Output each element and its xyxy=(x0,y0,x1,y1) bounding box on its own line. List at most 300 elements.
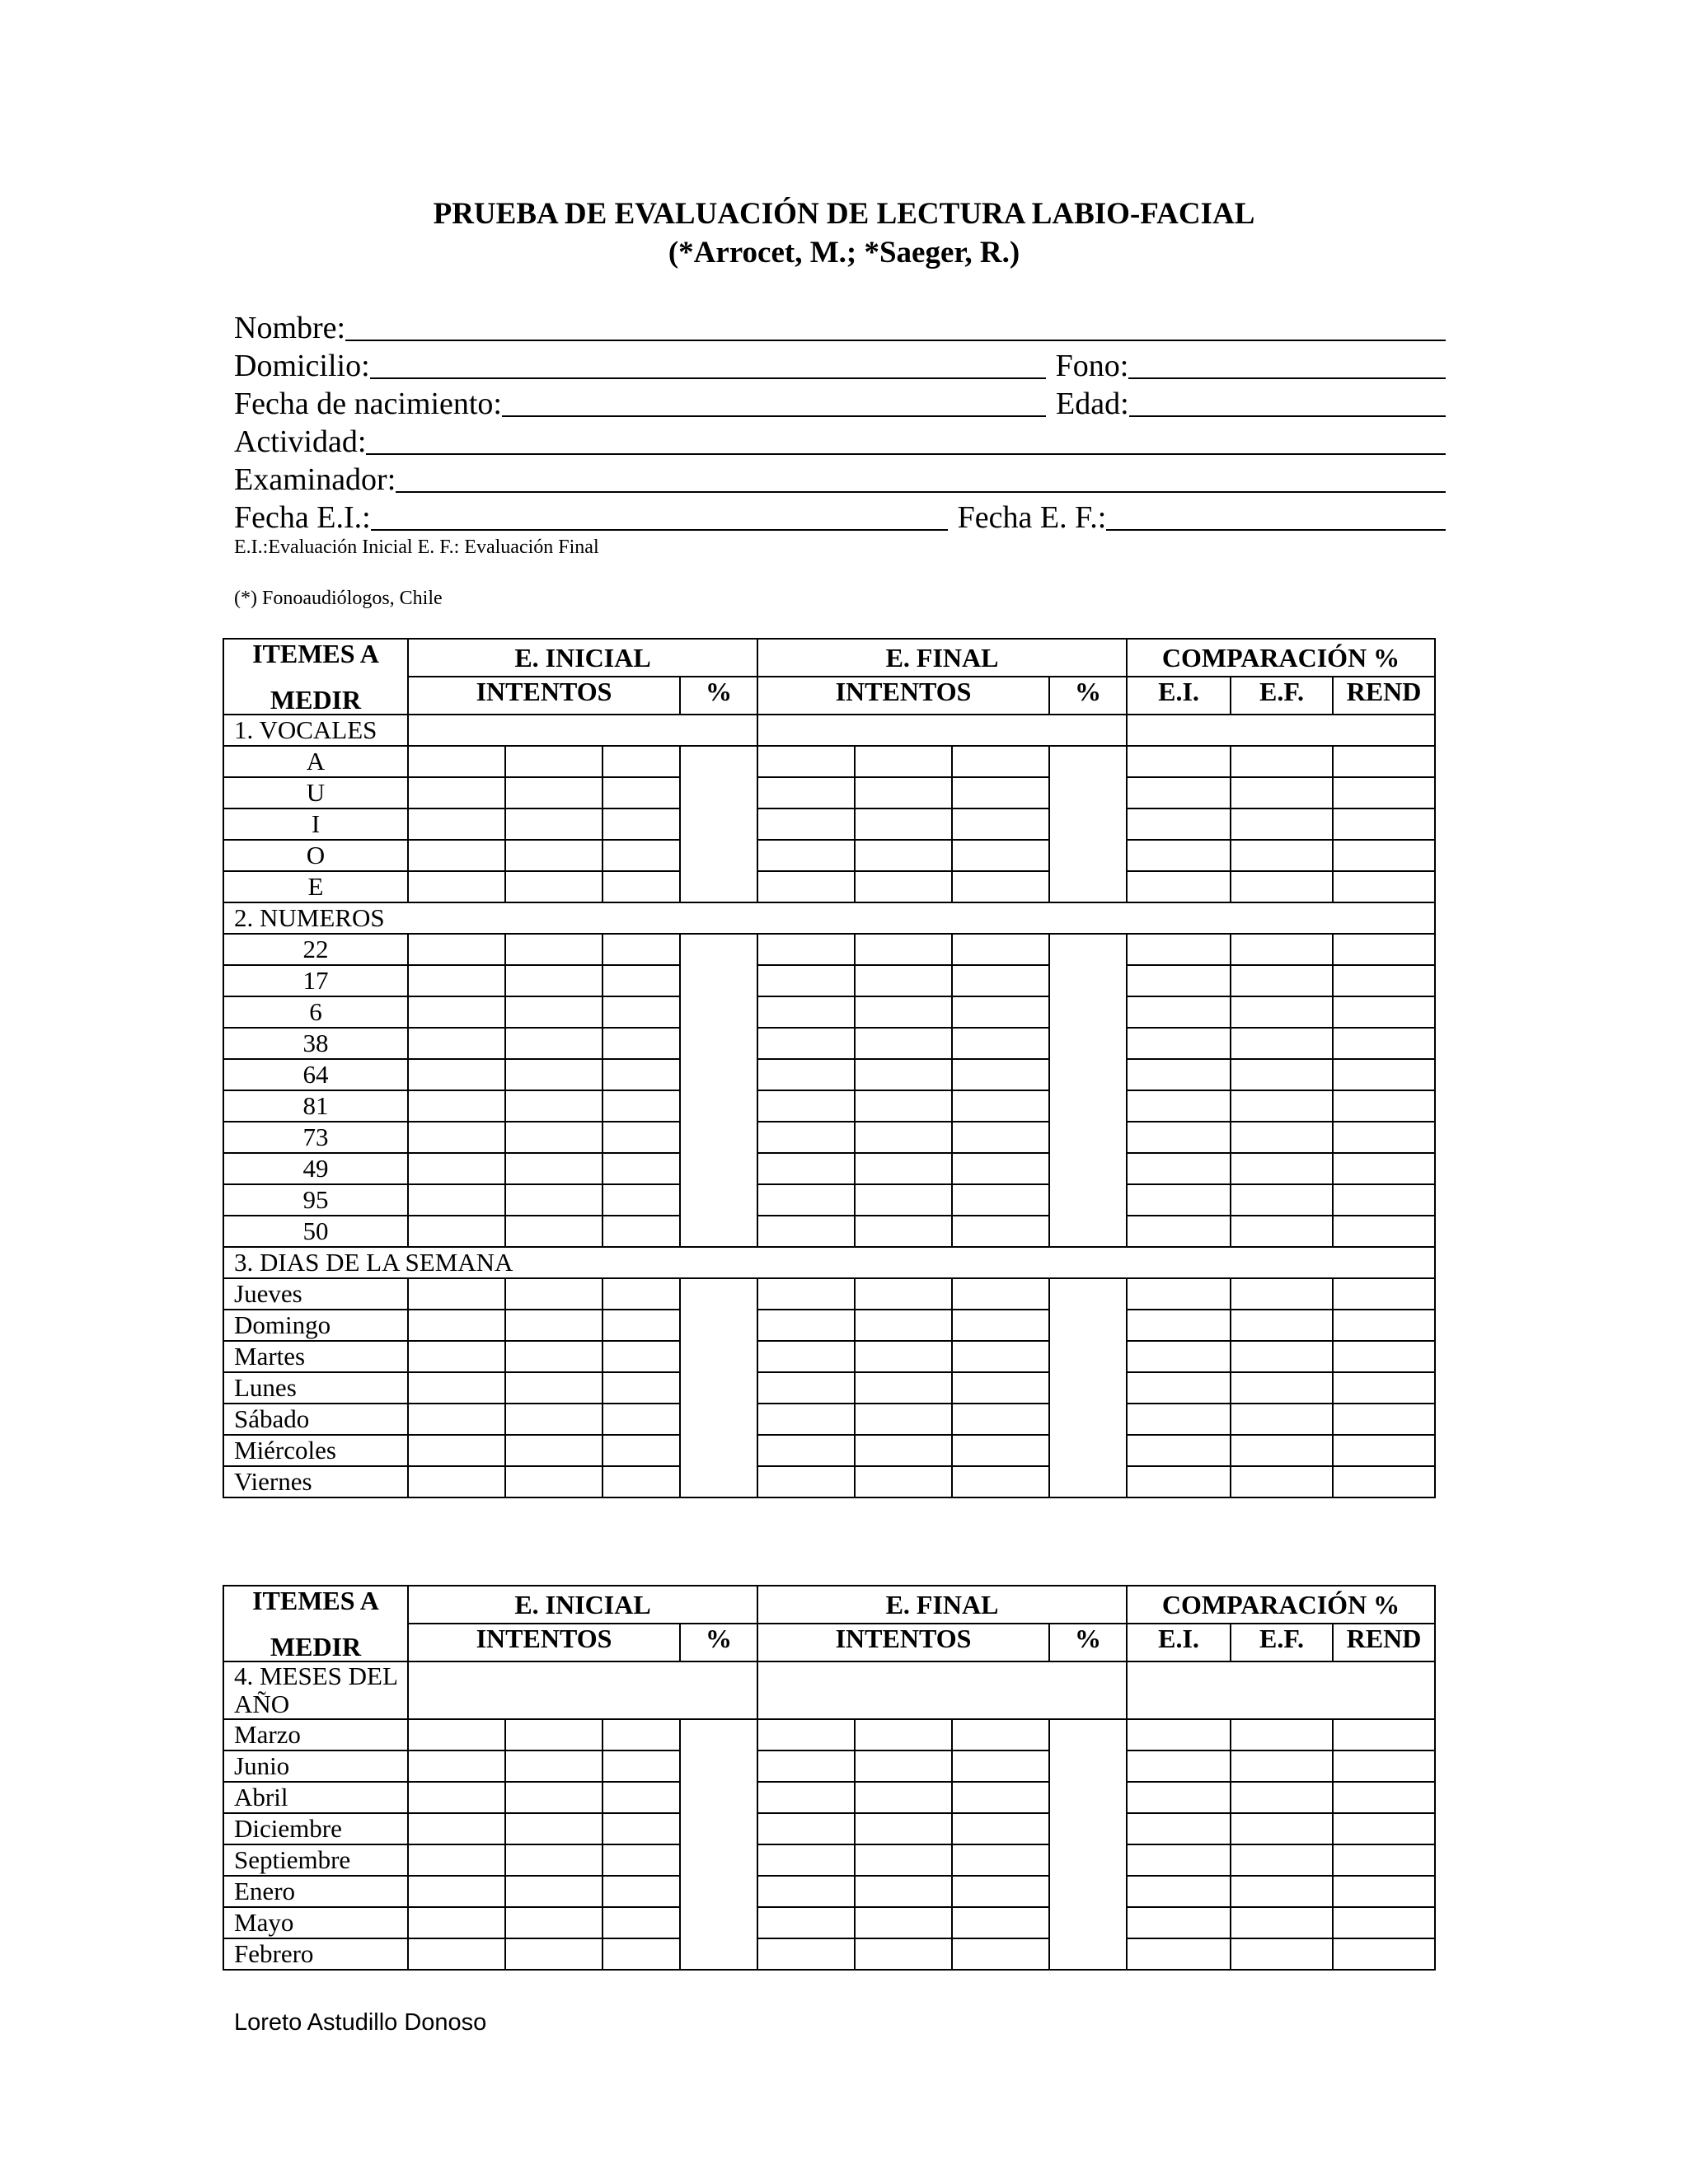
comp-rend-cell[interactable] xyxy=(1333,1090,1435,1122)
ef-attempt-cell[interactable] xyxy=(757,1938,855,1970)
ef-attempt-cell[interactable] xyxy=(855,808,952,840)
ef-attempt-cell[interactable] xyxy=(855,1153,952,1184)
examinador-field[interactable] xyxy=(396,463,1446,493)
ef-attempt-cell[interactable] xyxy=(757,965,855,996)
ei-attempt-cell[interactable] xyxy=(408,1090,505,1122)
ei-attempt-cell[interactable] xyxy=(505,808,603,840)
ei-attempt-cell[interactable] xyxy=(505,777,603,808)
ei-attempt-cell[interactable] xyxy=(603,1028,680,1059)
ei-attempt-cell[interactable] xyxy=(408,1404,505,1435)
comp-ef-cell[interactable] xyxy=(1231,1719,1333,1750)
actividad-field[interactable] xyxy=(366,425,1446,455)
comp-rend-cell[interactable] xyxy=(1333,1059,1435,1090)
ef-attempt-cell[interactable] xyxy=(757,996,855,1028)
ef-attempt-cell[interactable] xyxy=(757,1813,855,1844)
fecha-ei-field[interactable] xyxy=(371,501,948,531)
ei-percent-cell[interactable] xyxy=(680,934,757,1247)
comp-rend-cell[interactable] xyxy=(1333,777,1435,808)
ei-attempt-cell[interactable] xyxy=(505,1122,603,1153)
fono-field[interactable] xyxy=(1128,349,1446,379)
domicilio-row xyxy=(234,347,1446,385)
ei-attempt-cell[interactable] xyxy=(603,1466,680,1497)
comp-ei-cell[interactable] xyxy=(1127,1278,1231,1310)
ei-attempt-cell[interactable] xyxy=(603,1122,680,1153)
ei-attempt-cell[interactable] xyxy=(408,1813,505,1844)
comp-rend-cell[interactable] xyxy=(1333,1153,1435,1184)
comp-ei-cell[interactable] xyxy=(1127,1750,1231,1782)
comp-ef-cell[interactable] xyxy=(1231,1435,1333,1466)
ef-attempt-cell[interactable] xyxy=(855,1907,952,1938)
ef-attempt-cell[interactable] xyxy=(757,1466,855,1497)
comp-ef-cell[interactable] xyxy=(1231,1028,1333,1059)
ef-attempt-cell[interactable] xyxy=(952,1844,1049,1876)
comp-ef-cell[interactable] xyxy=(1231,1310,1333,1341)
item-row xyxy=(223,871,1435,902)
ei-attempt-cell[interactable] xyxy=(505,1876,603,1907)
ei-attempt-cell[interactable] xyxy=(408,1782,505,1813)
ef-attempt-cell[interactable] xyxy=(952,1059,1049,1090)
ef-attempt-cell[interactable] xyxy=(757,1090,855,1122)
comp-ef-cell[interactable] xyxy=(1231,1907,1333,1938)
comp-ef-cell[interactable] xyxy=(1231,1341,1333,1372)
comp-ef-cell[interactable] xyxy=(1231,840,1333,871)
ef-attempt-cell[interactable] xyxy=(757,1844,855,1876)
item-label: Lunes xyxy=(223,1372,408,1404)
comp-ei-cell[interactable] xyxy=(1127,871,1231,902)
ef-attempt-cell[interactable] xyxy=(952,840,1049,871)
comp-ef-cell[interactable] xyxy=(1231,1122,1333,1153)
ei-attempt-cell[interactable] xyxy=(603,1844,680,1876)
ef-attempt-cell[interactable] xyxy=(952,1028,1049,1059)
ef-attempt-cell[interactable] xyxy=(855,996,952,1028)
ei-attempt-cell[interactable] xyxy=(408,840,505,871)
comp-rend-cell[interactable] xyxy=(1333,1813,1435,1844)
ei-attempt-cell[interactable] xyxy=(408,1059,505,1090)
ei-attempt-cell[interactable] xyxy=(408,746,505,777)
ef-attempt-cell[interactable] xyxy=(855,840,952,871)
item-label: 95 xyxy=(223,1184,408,1216)
comp-rend-cell[interactable] xyxy=(1333,840,1435,871)
ei-attempt-cell[interactable] xyxy=(603,1090,680,1122)
comp-ei-cell[interactable] xyxy=(1127,965,1231,996)
ef-percent-cell[interactable] xyxy=(1049,934,1127,1247)
ef-attempt-cell[interactable] xyxy=(757,1907,855,1938)
comp-ei-cell[interactable] xyxy=(1127,1813,1231,1844)
comp-ef-cell[interactable] xyxy=(1231,1278,1333,1310)
ei-attempt-cell[interactable] xyxy=(603,871,680,902)
comp-rend-cell[interactable] xyxy=(1333,1719,1435,1750)
comp-ei-cell[interactable] xyxy=(1127,1122,1231,1153)
ef-attempt-cell[interactable] xyxy=(757,1153,855,1184)
ef-attempt-cell[interactable] xyxy=(855,1844,952,1876)
ei-attempt-cell[interactable] xyxy=(505,871,603,902)
comp-ef-cell[interactable] xyxy=(1231,1844,1333,1876)
comp-ef-cell[interactable] xyxy=(1231,1876,1333,1907)
ef-attempt-cell[interactable] xyxy=(757,1782,855,1813)
item-label: 17 xyxy=(223,965,408,996)
comp-ef-cell[interactable] xyxy=(1231,1750,1333,1782)
comp-ei-cell[interactable] xyxy=(1127,1216,1231,1247)
comp-ef-cell[interactable] xyxy=(1231,871,1333,902)
ef-attempt-cell[interactable] xyxy=(855,777,952,808)
ef-attempt-cell[interactable] xyxy=(757,1435,855,1466)
ei-attempt-cell[interactable] xyxy=(603,965,680,996)
ef-attempt-cell[interactable] xyxy=(952,1153,1049,1184)
ei-attempt-cell[interactable] xyxy=(505,1466,603,1497)
ei-percent-cell[interactable] xyxy=(680,1278,757,1497)
ei-attempt-cell[interactable] xyxy=(505,1844,603,1876)
ef-attempt-cell[interactable] xyxy=(855,1719,952,1750)
section-title: 2. NUMEROS xyxy=(223,902,1435,934)
ei-attempt-cell[interactable] xyxy=(603,1216,680,1247)
ef-attempt-cell[interactable] xyxy=(952,1372,1049,1404)
comp-rend-cell[interactable] xyxy=(1333,1278,1435,1310)
ef-attempt-cell[interactable] xyxy=(855,934,952,965)
item-row xyxy=(223,1466,1435,1497)
ef-attempt-cell[interactable] xyxy=(757,1404,855,1435)
ei-attempt-cell[interactable] xyxy=(505,1372,603,1404)
ei-attempt-cell[interactable] xyxy=(603,1719,680,1750)
ef-attempt-cell[interactable] xyxy=(855,1216,952,1247)
ei-attempt-cell[interactable] xyxy=(408,808,505,840)
ei-attempt-cell[interactable] xyxy=(603,1341,680,1372)
ei-attempt-cell[interactable] xyxy=(505,934,603,965)
comp-ef-cell[interactable] xyxy=(1231,1466,1333,1497)
ei-attempt-cell[interactable] xyxy=(603,1782,680,1813)
comp-ei-cell[interactable] xyxy=(1127,1907,1231,1938)
ef-attempt-cell[interactable] xyxy=(855,871,952,902)
ei-attempt-cell[interactable] xyxy=(505,1719,603,1750)
ef-attempt-cell[interactable] xyxy=(757,1278,855,1310)
comp-rend-cell[interactable] xyxy=(1333,1938,1435,1970)
ef-attempt-cell[interactable] xyxy=(757,1184,855,1216)
ei-attempt-cell[interactable] xyxy=(505,1813,603,1844)
ei-attempt-cell[interactable] xyxy=(505,746,603,777)
comp-ef-cell[interactable] xyxy=(1231,746,1333,777)
ef-attempt-cell[interactable] xyxy=(757,777,855,808)
ef-attempt-cell[interactable] xyxy=(952,1122,1049,1153)
ef-attempt-cell[interactable] xyxy=(855,1341,952,1372)
ei-attempt-cell[interactable] xyxy=(408,1844,505,1876)
ef-attempt-cell[interactable] xyxy=(757,1719,855,1750)
ef-attempt-cell[interactable] xyxy=(952,808,1049,840)
ef-attempt-cell[interactable] xyxy=(952,1404,1049,1435)
ei-attempt-cell[interactable] xyxy=(603,1404,680,1435)
comp-ei-cell[interactable] xyxy=(1127,1059,1231,1090)
ei-attempt-cell[interactable] xyxy=(505,1278,603,1310)
ef-attempt-cell[interactable] xyxy=(952,1278,1049,1310)
ei-attempt-cell[interactable] xyxy=(408,1153,505,1184)
comp-rend-cell[interactable] xyxy=(1333,1750,1435,1782)
ef-attempt-cell[interactable] xyxy=(757,1750,855,1782)
ei-attempt-cell[interactable] xyxy=(603,934,680,965)
ei-attempt-cell[interactable] xyxy=(505,1435,603,1466)
ef-attempt-cell[interactable] xyxy=(757,1216,855,1247)
ei-attempt-cell[interactable] xyxy=(408,1907,505,1938)
ei-attempt-cell[interactable] xyxy=(505,1216,603,1247)
ei-attempt-cell[interactable] xyxy=(603,1435,680,1466)
ei-attempt-cell[interactable] xyxy=(603,1278,680,1310)
comp-ef-cell[interactable] xyxy=(1231,1216,1333,1247)
ef-attempt-cell[interactable] xyxy=(855,1310,952,1341)
ef-attempt-cell[interactable] xyxy=(757,840,855,871)
comp-ei-cell[interactable] xyxy=(1127,1844,1231,1876)
ef-attempt-cell[interactable] xyxy=(855,1090,952,1122)
ef-percent-cell[interactable] xyxy=(1049,746,1127,902)
ef-attempt-cell[interactable] xyxy=(757,1876,855,1907)
ef-attempt-cell[interactable] xyxy=(855,965,952,996)
ei-attempt-cell[interactable] xyxy=(505,1938,603,1970)
ei-attempt-cell[interactable] xyxy=(408,871,505,902)
comp-rend-cell[interactable] xyxy=(1333,1435,1435,1466)
ef-attempt-cell[interactable] xyxy=(952,777,1049,808)
edad-field[interactable] xyxy=(1129,387,1446,417)
comp-ef-cell[interactable] xyxy=(1231,996,1333,1028)
ei-attempt-cell[interactable] xyxy=(505,965,603,996)
ef-attempt-cell[interactable] xyxy=(952,1782,1049,1813)
ei-attempt-cell[interactable] xyxy=(505,1310,603,1341)
ei-attempt-cell[interactable] xyxy=(408,1184,505,1216)
item-label: 50 xyxy=(223,1216,408,1247)
ef-attempt-cell[interactable] xyxy=(855,1813,952,1844)
domicilio-field[interactable] xyxy=(370,349,1046,379)
ei-attempt-cell[interactable] xyxy=(408,1028,505,1059)
ei-attempt-cell[interactable] xyxy=(505,1341,603,1372)
ef-attempt-cell[interactable] xyxy=(855,1122,952,1153)
ei-attempt-cell[interactable] xyxy=(603,1310,680,1341)
ei-attempt-cell[interactable] xyxy=(603,746,680,777)
comp-rend-cell[interactable] xyxy=(1333,1907,1435,1938)
ef-attempt-cell[interactable] xyxy=(757,934,855,965)
comp-ef-cell[interactable] xyxy=(1231,934,1333,965)
ef-attempt-cell[interactable] xyxy=(952,1876,1049,1907)
ei-percent-cell[interactable] xyxy=(680,746,757,902)
comp-ei-cell[interactable] xyxy=(1127,1184,1231,1216)
ei-attempt-cell[interactable] xyxy=(603,1059,680,1090)
comp-ei-cell[interactable] xyxy=(1127,1028,1231,1059)
comp-rend-cell[interactable] xyxy=(1333,996,1435,1028)
ei-attempt-cell[interactable] xyxy=(408,1719,505,1750)
comp-ei-cell[interactable] xyxy=(1127,1719,1231,1750)
item-label: Abril xyxy=(223,1782,408,1813)
ef-attempt-cell[interactable] xyxy=(952,1090,1049,1122)
comp-ei-cell[interactable] xyxy=(1127,934,1231,965)
comp-ef-cell[interactable] xyxy=(1231,1404,1333,1435)
comp-rend-cell[interactable] xyxy=(1333,965,1435,996)
comp-rend-cell[interactable] xyxy=(1333,808,1435,840)
comp-ei-cell[interactable] xyxy=(1127,1782,1231,1813)
comp-ei-cell[interactable] xyxy=(1127,1876,1231,1907)
comp-ei-cell[interactable] xyxy=(1127,1466,1231,1497)
ef-attempt-cell[interactable] xyxy=(952,1435,1049,1466)
ef-attempt-cell[interactable] xyxy=(952,1719,1049,1750)
comp-ef-cell[interactable] xyxy=(1231,1813,1333,1844)
ei-attempt-cell[interactable] xyxy=(408,1122,505,1153)
ei-attempt-cell[interactable] xyxy=(505,840,603,871)
comp-ei-cell[interactable] xyxy=(1127,808,1231,840)
ei-attempt-cell[interactable] xyxy=(408,1216,505,1247)
comp-rend-cell[interactable] xyxy=(1333,1466,1435,1497)
ei-attempt-cell[interactable] xyxy=(603,1750,680,1782)
ef-attempt-cell[interactable] xyxy=(952,1750,1049,1782)
comp-ef-cell[interactable] xyxy=(1231,1938,1333,1970)
ei-attempt-cell[interactable] xyxy=(505,1059,603,1090)
ef-attempt-cell[interactable] xyxy=(855,746,952,777)
ei-attempt-cell[interactable] xyxy=(603,1153,680,1184)
fecha-ei-label: Fecha E.I.: xyxy=(234,500,371,535)
ef-percent-cell[interactable] xyxy=(1049,1278,1127,1497)
ef-attempt-cell[interactable] xyxy=(757,1028,855,1059)
comp-ei-cell[interactable] xyxy=(1127,1372,1231,1404)
comp-ef-cell[interactable] xyxy=(1231,1782,1333,1813)
ei-attempt-cell[interactable] xyxy=(408,1466,505,1497)
comp-rend-cell[interactable] xyxy=(1333,1028,1435,1059)
ef-attempt-cell[interactable] xyxy=(952,1184,1049,1216)
ef-attempt-cell[interactable] xyxy=(757,1122,855,1153)
comp-ef-cell[interactable] xyxy=(1231,1153,1333,1184)
comp-rend-cell[interactable] xyxy=(1333,1372,1435,1404)
comp-ei-cell[interactable] xyxy=(1127,777,1231,808)
fecha-nacimiento-field[interactable] xyxy=(502,387,1046,417)
ef-attempt-cell[interactable] xyxy=(855,1750,952,1782)
ei-percent-cell[interactable] xyxy=(680,1719,757,1970)
ei-attempt-cell[interactable] xyxy=(408,1938,505,1970)
comp-rend-cell[interactable] xyxy=(1333,871,1435,902)
ei-attempt-cell[interactable] xyxy=(603,996,680,1028)
ei-attempt-cell[interactable] xyxy=(408,777,505,808)
section-title: 3. DIAS DE LA SEMANA xyxy=(223,1247,1435,1278)
comp-rend-cell[interactable] xyxy=(1333,934,1435,965)
ef-attempt-cell[interactable] xyxy=(855,1782,952,1813)
ef-attempt-cell[interactable] xyxy=(855,1876,952,1907)
comp-ei-cell[interactable] xyxy=(1127,1938,1231,1970)
comp-rend-cell[interactable] xyxy=(1333,1876,1435,1907)
ei-attempt-cell[interactable] xyxy=(505,996,603,1028)
ef-attempt-cell[interactable] xyxy=(952,934,1049,965)
comp-rend-cell[interactable] xyxy=(1333,1341,1435,1372)
comp-ei-cell[interactable] xyxy=(1127,1090,1231,1122)
comp-rend-cell[interactable] xyxy=(1333,1122,1435,1153)
comp-ei-cell[interactable] xyxy=(1127,1404,1231,1435)
ei-attempt-cell[interactable] xyxy=(408,996,505,1028)
ef-attempt-cell[interactable] xyxy=(757,1372,855,1404)
ei-attempt-cell[interactable] xyxy=(603,1372,680,1404)
ef-attempt-cell[interactable] xyxy=(952,1907,1049,1938)
comp-ef-cell[interactable] xyxy=(1231,1372,1333,1404)
ei-attempt-cell[interactable] xyxy=(505,1782,603,1813)
comp-ef-cell[interactable] xyxy=(1231,965,1333,996)
ei-attempt-cell[interactable] xyxy=(603,1184,680,1216)
ei-attempt-cell[interactable] xyxy=(408,1750,505,1782)
comp-rend-cell[interactable] xyxy=(1333,1216,1435,1247)
comp-ef-cell[interactable] xyxy=(1231,808,1333,840)
ef-attempt-cell[interactable] xyxy=(952,1216,1049,1247)
ei-attempt-cell[interactable] xyxy=(505,1907,603,1938)
ef-percent-cell[interactable] xyxy=(1049,1719,1127,1970)
ef-attempt-cell[interactable] xyxy=(757,1341,855,1372)
comp-ei-cell[interactable] xyxy=(1127,996,1231,1028)
comp-rend-cell[interactable] xyxy=(1333,746,1435,777)
ei-attempt-cell[interactable] xyxy=(603,1907,680,1938)
ef-attempt-cell[interactable] xyxy=(855,1938,952,1970)
comp-ef-cell[interactable] xyxy=(1231,1090,1333,1122)
ei-attempt-cell[interactable] xyxy=(408,1435,505,1466)
ef-attempt-cell[interactable] xyxy=(952,1310,1049,1341)
ef-attempt-cell[interactable] xyxy=(855,1372,952,1404)
ei-attempt-cell[interactable] xyxy=(408,1310,505,1341)
comp-rend-cell[interactable] xyxy=(1333,1310,1435,1341)
ei-attempt-cell[interactable] xyxy=(505,1153,603,1184)
ef-attempt-cell[interactable] xyxy=(952,996,1049,1028)
ef-attempt-cell[interactable] xyxy=(952,746,1049,777)
comp-ei-cell[interactable] xyxy=(1127,1435,1231,1466)
ef-attempt-cell[interactable] xyxy=(855,1278,952,1310)
ei-attempt-cell[interactable] xyxy=(603,1813,680,1844)
comp-rend-cell[interactable] xyxy=(1333,1184,1435,1216)
ei-attempt-cell[interactable] xyxy=(408,1341,505,1372)
comp-rend-cell[interactable] xyxy=(1333,1844,1435,1876)
ef-attempt-cell[interactable] xyxy=(855,1184,952,1216)
ef-attempt-cell[interactable] xyxy=(855,1466,952,1497)
comp-ef-cell[interactable] xyxy=(1231,1059,1333,1090)
ef-attempt-cell[interactable] xyxy=(855,1404,952,1435)
comp-ef-cell[interactable] xyxy=(1231,1184,1333,1216)
ei-attempt-cell[interactable] xyxy=(505,1184,603,1216)
ei-attempt-cell[interactable] xyxy=(603,1938,680,1970)
ef-attempt-cell[interactable] xyxy=(757,1059,855,1090)
ef-attempt-cell[interactable] xyxy=(855,1028,952,1059)
ei-attempt-cell[interactable] xyxy=(603,777,680,808)
ef-attempt-cell[interactable] xyxy=(952,1813,1049,1844)
comp-ei-cell[interactable] xyxy=(1127,746,1231,777)
ei-attempt-cell[interactable] xyxy=(505,1404,603,1435)
edad-label: Edad: xyxy=(1056,387,1129,421)
ef-attempt-cell[interactable] xyxy=(952,1341,1049,1372)
ef-attempt-cell[interactable] xyxy=(952,871,1049,902)
ef-attempt-cell[interactable] xyxy=(757,871,855,902)
ei-attempt-cell[interactable] xyxy=(505,1090,603,1122)
comp-ef-cell[interactable] xyxy=(1231,777,1333,808)
ef-attempt-cell[interactable] xyxy=(952,965,1049,996)
ei-attempt-cell[interactable] xyxy=(408,1876,505,1907)
ei-attempt-cell[interactable] xyxy=(408,965,505,996)
nombre-field[interactable] xyxy=(345,312,1446,341)
ei-attempt-cell[interactable] xyxy=(603,1876,680,1907)
fecha-ef-field[interactable] xyxy=(1106,501,1446,531)
ei-attempt-cell[interactable] xyxy=(505,1028,603,1059)
comp-ei-cell[interactable] xyxy=(1127,1310,1231,1341)
ei-attempt-cell[interactable] xyxy=(408,934,505,965)
comp-rend-cell[interactable] xyxy=(1333,1404,1435,1435)
ef-attempt-cell[interactable] xyxy=(757,746,855,777)
comp-ei-cell[interactable] xyxy=(1127,1153,1231,1184)
comp-ei-cell[interactable] xyxy=(1127,840,1231,871)
comp-rend-cell[interactable] xyxy=(1333,1782,1435,1813)
ef-attempt-cell[interactable] xyxy=(855,1059,952,1090)
ef-attempt-cell[interactable] xyxy=(952,1466,1049,1497)
ei-attempt-cell[interactable] xyxy=(603,808,680,840)
ef-attempt-cell[interactable] xyxy=(757,1310,855,1341)
ef-attempt-cell[interactable] xyxy=(952,1938,1049,1970)
ei-attempt-cell[interactable] xyxy=(408,1372,505,1404)
ef-attempt-cell[interactable] xyxy=(855,1435,952,1466)
ei-attempt-cell[interactable] xyxy=(408,1278,505,1310)
ei-attempt-cell[interactable] xyxy=(603,840,680,871)
e-final-header: E. FINAL xyxy=(757,1586,1127,1624)
comp-ei-cell[interactable] xyxy=(1127,1341,1231,1372)
ef-attempt-cell[interactable] xyxy=(757,808,855,840)
ei-attempt-cell[interactable] xyxy=(505,1750,603,1782)
